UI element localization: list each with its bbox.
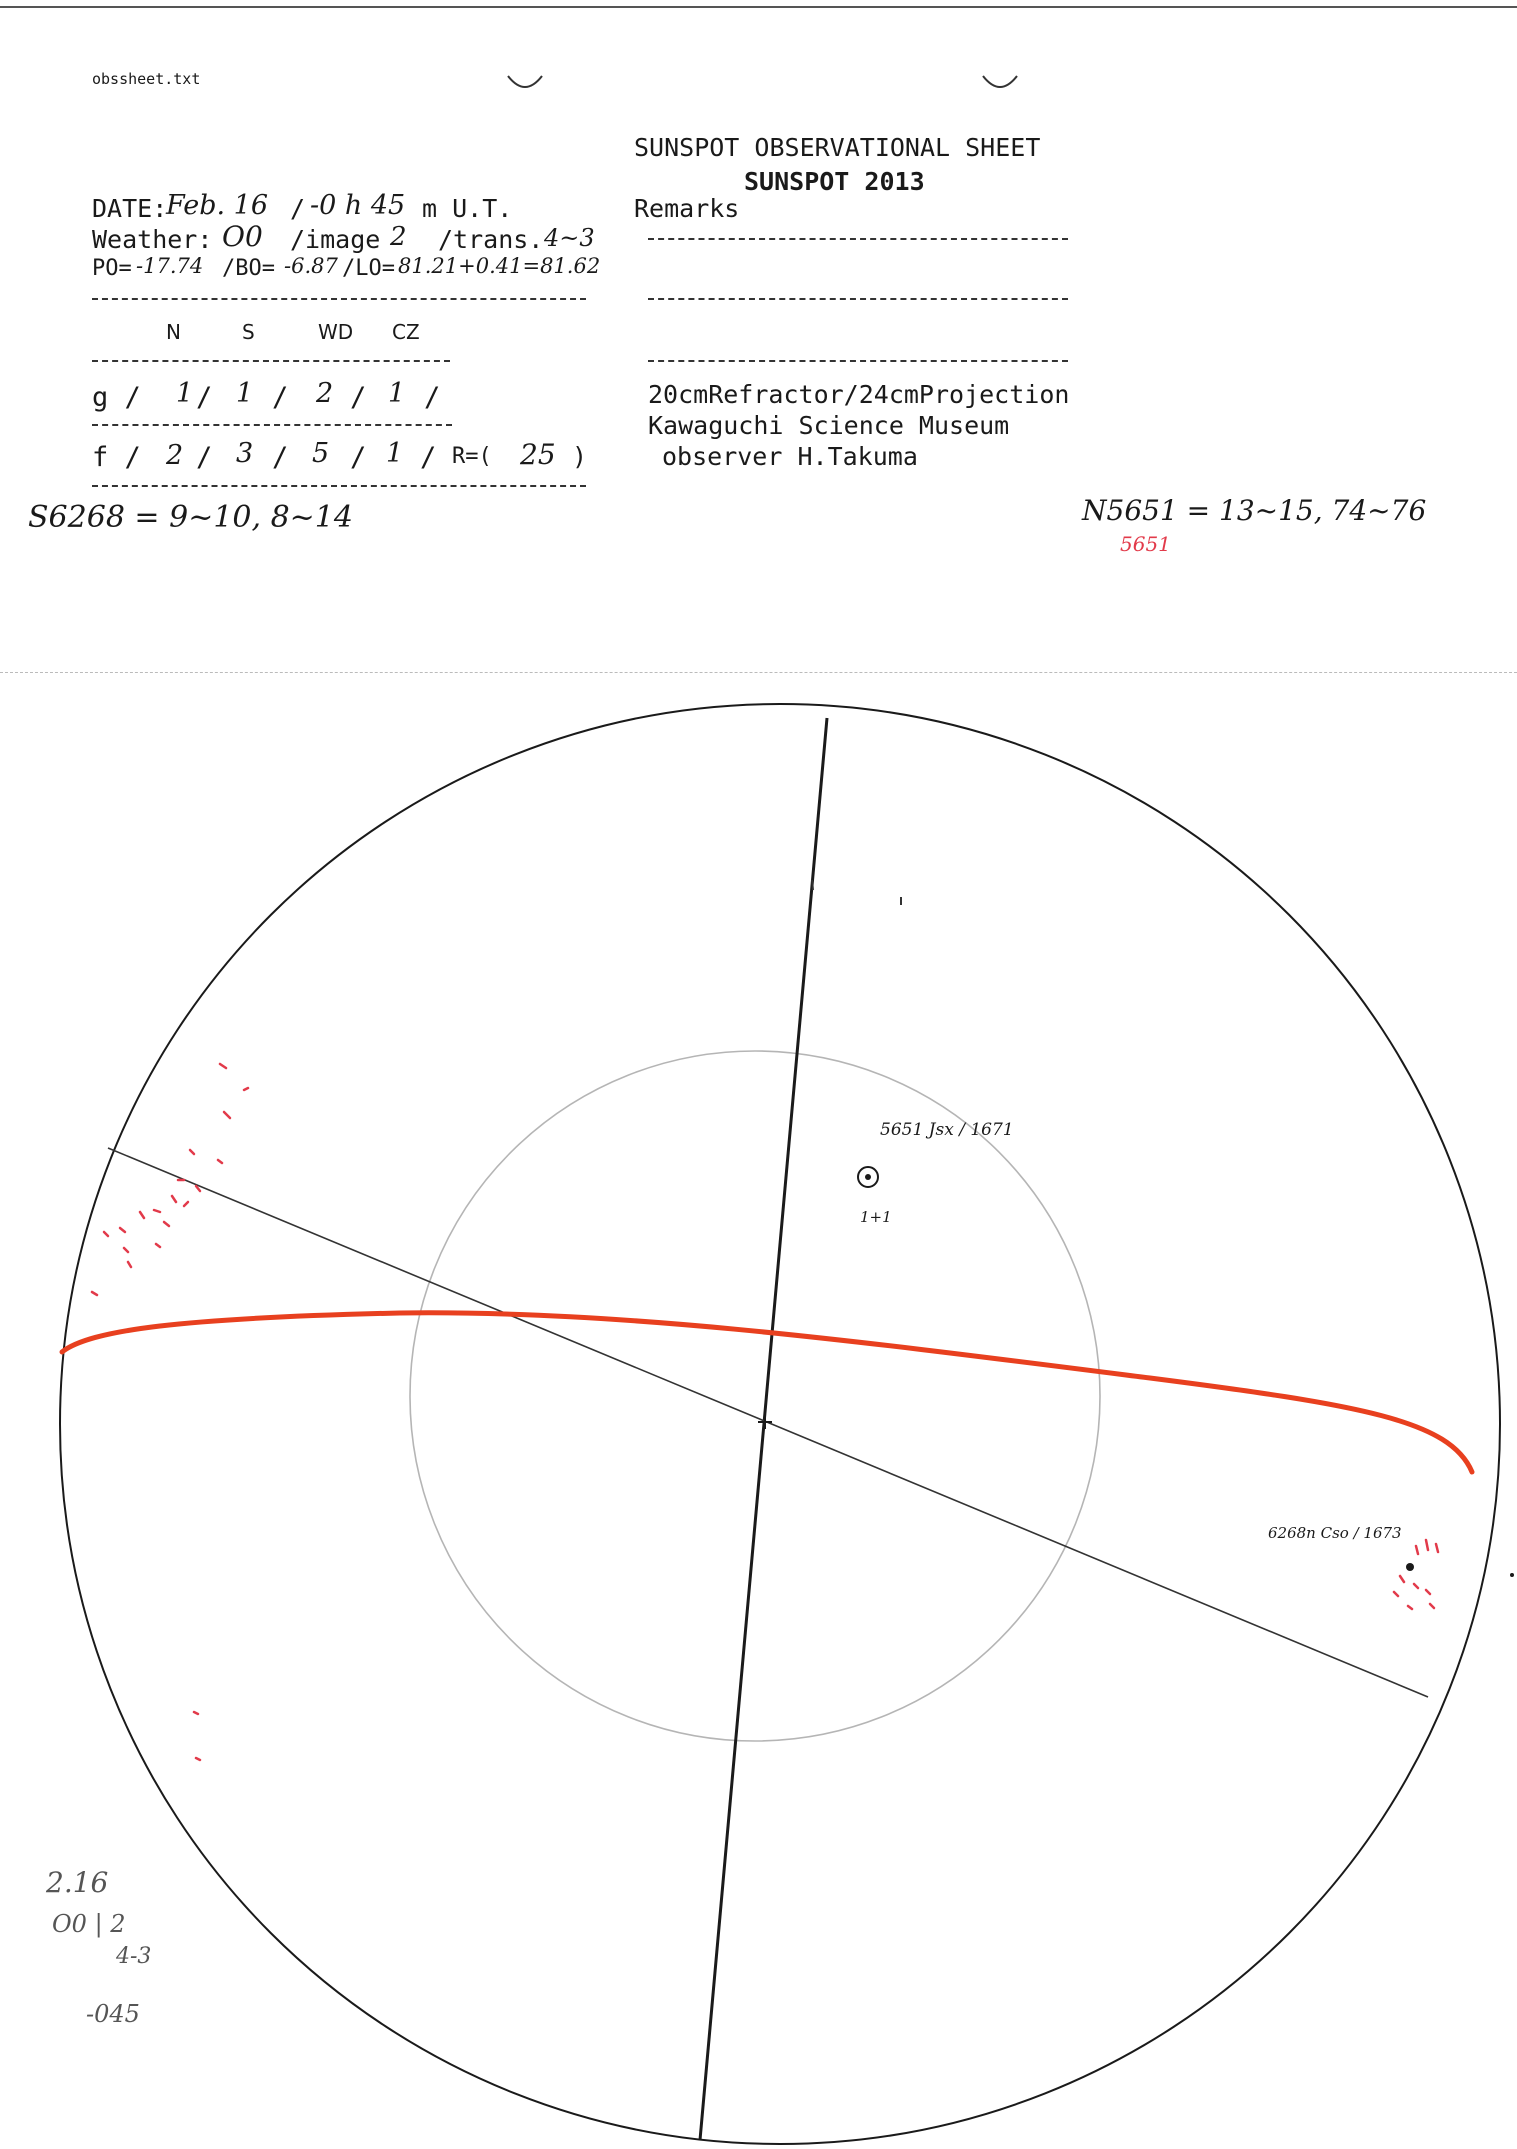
facula-mark xyxy=(1426,1590,1430,1594)
sunspot-group-5651-dot xyxy=(865,1174,871,1180)
equipment-line-1: 20cmRefractor/24cmProjection xyxy=(648,380,1070,409)
sheet-subtitle: SUNSPOT 2013 xyxy=(744,167,925,196)
facula-mark xyxy=(218,1160,222,1163)
g-sep: / xyxy=(196,382,213,413)
inner-reference-circle xyxy=(410,1051,1100,1741)
col-header-s: S xyxy=(242,320,255,344)
lo-label: /LO= xyxy=(342,256,395,281)
facula-mark xyxy=(184,1202,188,1206)
facula-mark xyxy=(1414,1584,1418,1588)
po-value: -17.74 xyxy=(136,254,204,278)
facula-mark xyxy=(104,1232,108,1236)
group-count-5651: 1+1 xyxy=(860,1208,892,1226)
note-left: S6268 = 9~10, 8~14 xyxy=(28,500,353,535)
rotation-axis-line xyxy=(700,718,827,2140)
g-row-label: g / xyxy=(92,382,141,413)
image-label: /image xyxy=(290,225,381,254)
facula-mark xyxy=(172,1196,176,1202)
facula-mark xyxy=(1426,1540,1428,1550)
group-label-6268: 6268n Cso / 1673 xyxy=(1268,1524,1402,1542)
faculae-east xyxy=(92,1064,248,1760)
g-sep: / xyxy=(350,382,367,413)
f-value-wd: 5 xyxy=(312,438,330,469)
g-value-cz: 1 xyxy=(388,378,406,409)
facula-mark xyxy=(92,1292,97,1295)
facula-mark xyxy=(164,1222,169,1226)
margin-note-time: -045 xyxy=(86,2000,140,2028)
g-value-n: 1 xyxy=(176,378,194,409)
facula-mark xyxy=(140,1212,144,1218)
bo-value: -6.87 xyxy=(284,254,338,278)
g-value-s: 1 xyxy=(236,378,254,409)
f-value-cz: 1 xyxy=(386,438,404,469)
facula-mark xyxy=(190,1150,194,1154)
facula-mark xyxy=(124,1248,128,1252)
note-right-red: 5651 xyxy=(1120,532,1171,556)
col-header-cz: CZ xyxy=(392,320,420,344)
facula-mark xyxy=(1436,1544,1438,1552)
time-prefix: / xyxy=(290,194,306,223)
trans-value: 4~3 xyxy=(544,224,595,252)
margin-note-date: 2.16 xyxy=(46,1866,109,1899)
bo-label: /BO= xyxy=(222,256,275,281)
faculae-west xyxy=(1394,1540,1438,1609)
f-sep: / xyxy=(272,442,289,473)
col-header-n: N xyxy=(166,320,181,344)
group-label-5651: 5651 Jsx / 1671 xyxy=(880,1120,1014,1140)
f-sep: / xyxy=(420,442,437,473)
facula-mark xyxy=(1400,1576,1404,1582)
margin-note-weather: O0 | 2 xyxy=(52,1910,126,1938)
facula-mark xyxy=(194,1712,198,1714)
solar-limb xyxy=(60,704,1500,2144)
f-value-s: 3 xyxy=(236,438,254,469)
po-label: PO= xyxy=(92,256,132,281)
remarks-label: Remarks xyxy=(634,194,740,223)
facula-mark xyxy=(156,1244,160,1247)
facula-mark xyxy=(1416,1546,1418,1554)
g-value-wd: 2 xyxy=(316,378,334,409)
image-value: 2 xyxy=(390,222,407,252)
note-right: N5651 = 13~15, 74~76 xyxy=(1082,494,1427,527)
date-value: Feb. 16 xyxy=(166,190,269,221)
facula-mark xyxy=(196,1758,200,1760)
trans-label: /trans. xyxy=(438,225,544,254)
facula-mark xyxy=(244,1088,248,1090)
f-sep: / xyxy=(196,442,213,473)
facula-mark xyxy=(1408,1606,1412,1609)
g-sep: / xyxy=(272,382,289,413)
file-label: obssheet.txt xyxy=(92,70,201,88)
sheet-title: SUNSPOT OBSERVATIONAL SHEET xyxy=(634,133,1041,162)
facula-mark xyxy=(220,1064,226,1068)
f-row-label: f / xyxy=(92,442,141,473)
facula-mark xyxy=(120,1228,125,1232)
weather-value: O0 xyxy=(222,220,263,253)
facula-mark xyxy=(128,1262,131,1267)
f-sep: / xyxy=(350,442,367,473)
facula-mark xyxy=(224,1112,230,1118)
r-label: R=( xyxy=(452,444,492,469)
equipment-line-3: observer H.Takuma xyxy=(662,442,918,471)
time-unit: m U.T. xyxy=(422,194,513,223)
lo-value: 81.21+0.41=81.62 xyxy=(398,254,601,278)
f-value-n: 2 xyxy=(166,440,184,471)
facula-mark xyxy=(1394,1592,1398,1596)
equipment-line-2: Kawaguchi Science Museum xyxy=(648,411,1010,440)
weather-label: Weather: xyxy=(92,225,213,254)
facula-mark xyxy=(1430,1604,1434,1608)
facula-mark xyxy=(154,1210,160,1212)
r-close: ) xyxy=(572,442,588,471)
tick-mark xyxy=(812,880,813,890)
time-value: -0 h 45 xyxy=(310,190,406,221)
col-header-wd: WD xyxy=(318,320,354,344)
g-sep: / xyxy=(424,382,441,413)
date-label: DATE: xyxy=(92,194,168,223)
sunspot-group-6268-dot xyxy=(1406,1563,1414,1571)
margin-note-trans: 4-3 xyxy=(116,1944,152,1969)
margin-dot xyxy=(1510,1573,1514,1577)
r-value: 25 xyxy=(520,438,556,471)
